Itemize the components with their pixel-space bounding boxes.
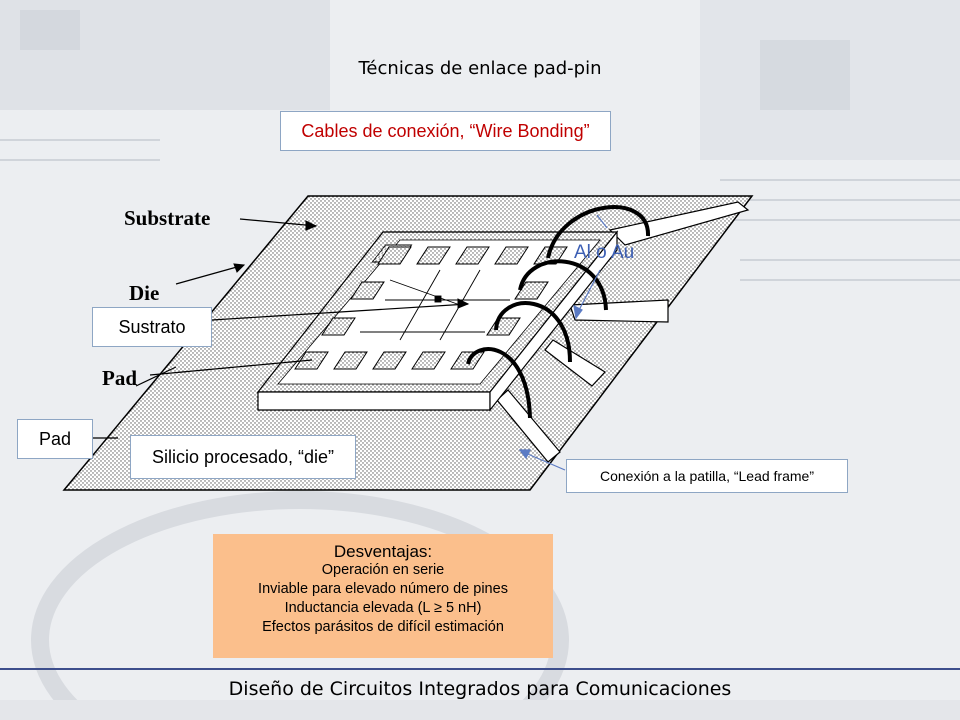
footer-divider bbox=[0, 668, 960, 670]
diagram-label-substrate: Substrate bbox=[124, 206, 211, 230]
diagram-label-die: Die bbox=[129, 281, 160, 305]
disadvantages-box bbox=[213, 534, 553, 658]
diagram-label-pad: Pad bbox=[102, 366, 138, 390]
al-au-label: Al o Au bbox=[574, 242, 635, 263]
disadvantage-item: Inductancia elevada (L ≥ 5 nH) bbox=[284, 600, 482, 616]
disadvantage-item: Operación en serie bbox=[321, 562, 445, 578]
disadvantage-item: Inviable para elevado número de pines bbox=[258, 581, 508, 597]
footer-text: Diseño de Circuitos Integrados para Comunicaciones bbox=[228, 678, 732, 700]
sustrato-callout: Sustrato bbox=[92, 307, 212, 347]
silicio-callout: Silicio procesado, “die” bbox=[130, 435, 356, 479]
disadvantage-item: Efectos parásitos de difícil estimación bbox=[262, 619, 504, 635]
slide-title: Técnicas de enlace pad-pin bbox=[358, 58, 602, 79]
pad-callout: Pad bbox=[17, 419, 93, 459]
wire-bonding-callout: Cables de conexión, “Wire Bonding” bbox=[280, 111, 611, 151]
disadvantages-title: Desventajas: bbox=[333, 542, 433, 561]
lead-frame-callout: Conexión a la patilla, “Lead frame” bbox=[566, 459, 848, 493]
